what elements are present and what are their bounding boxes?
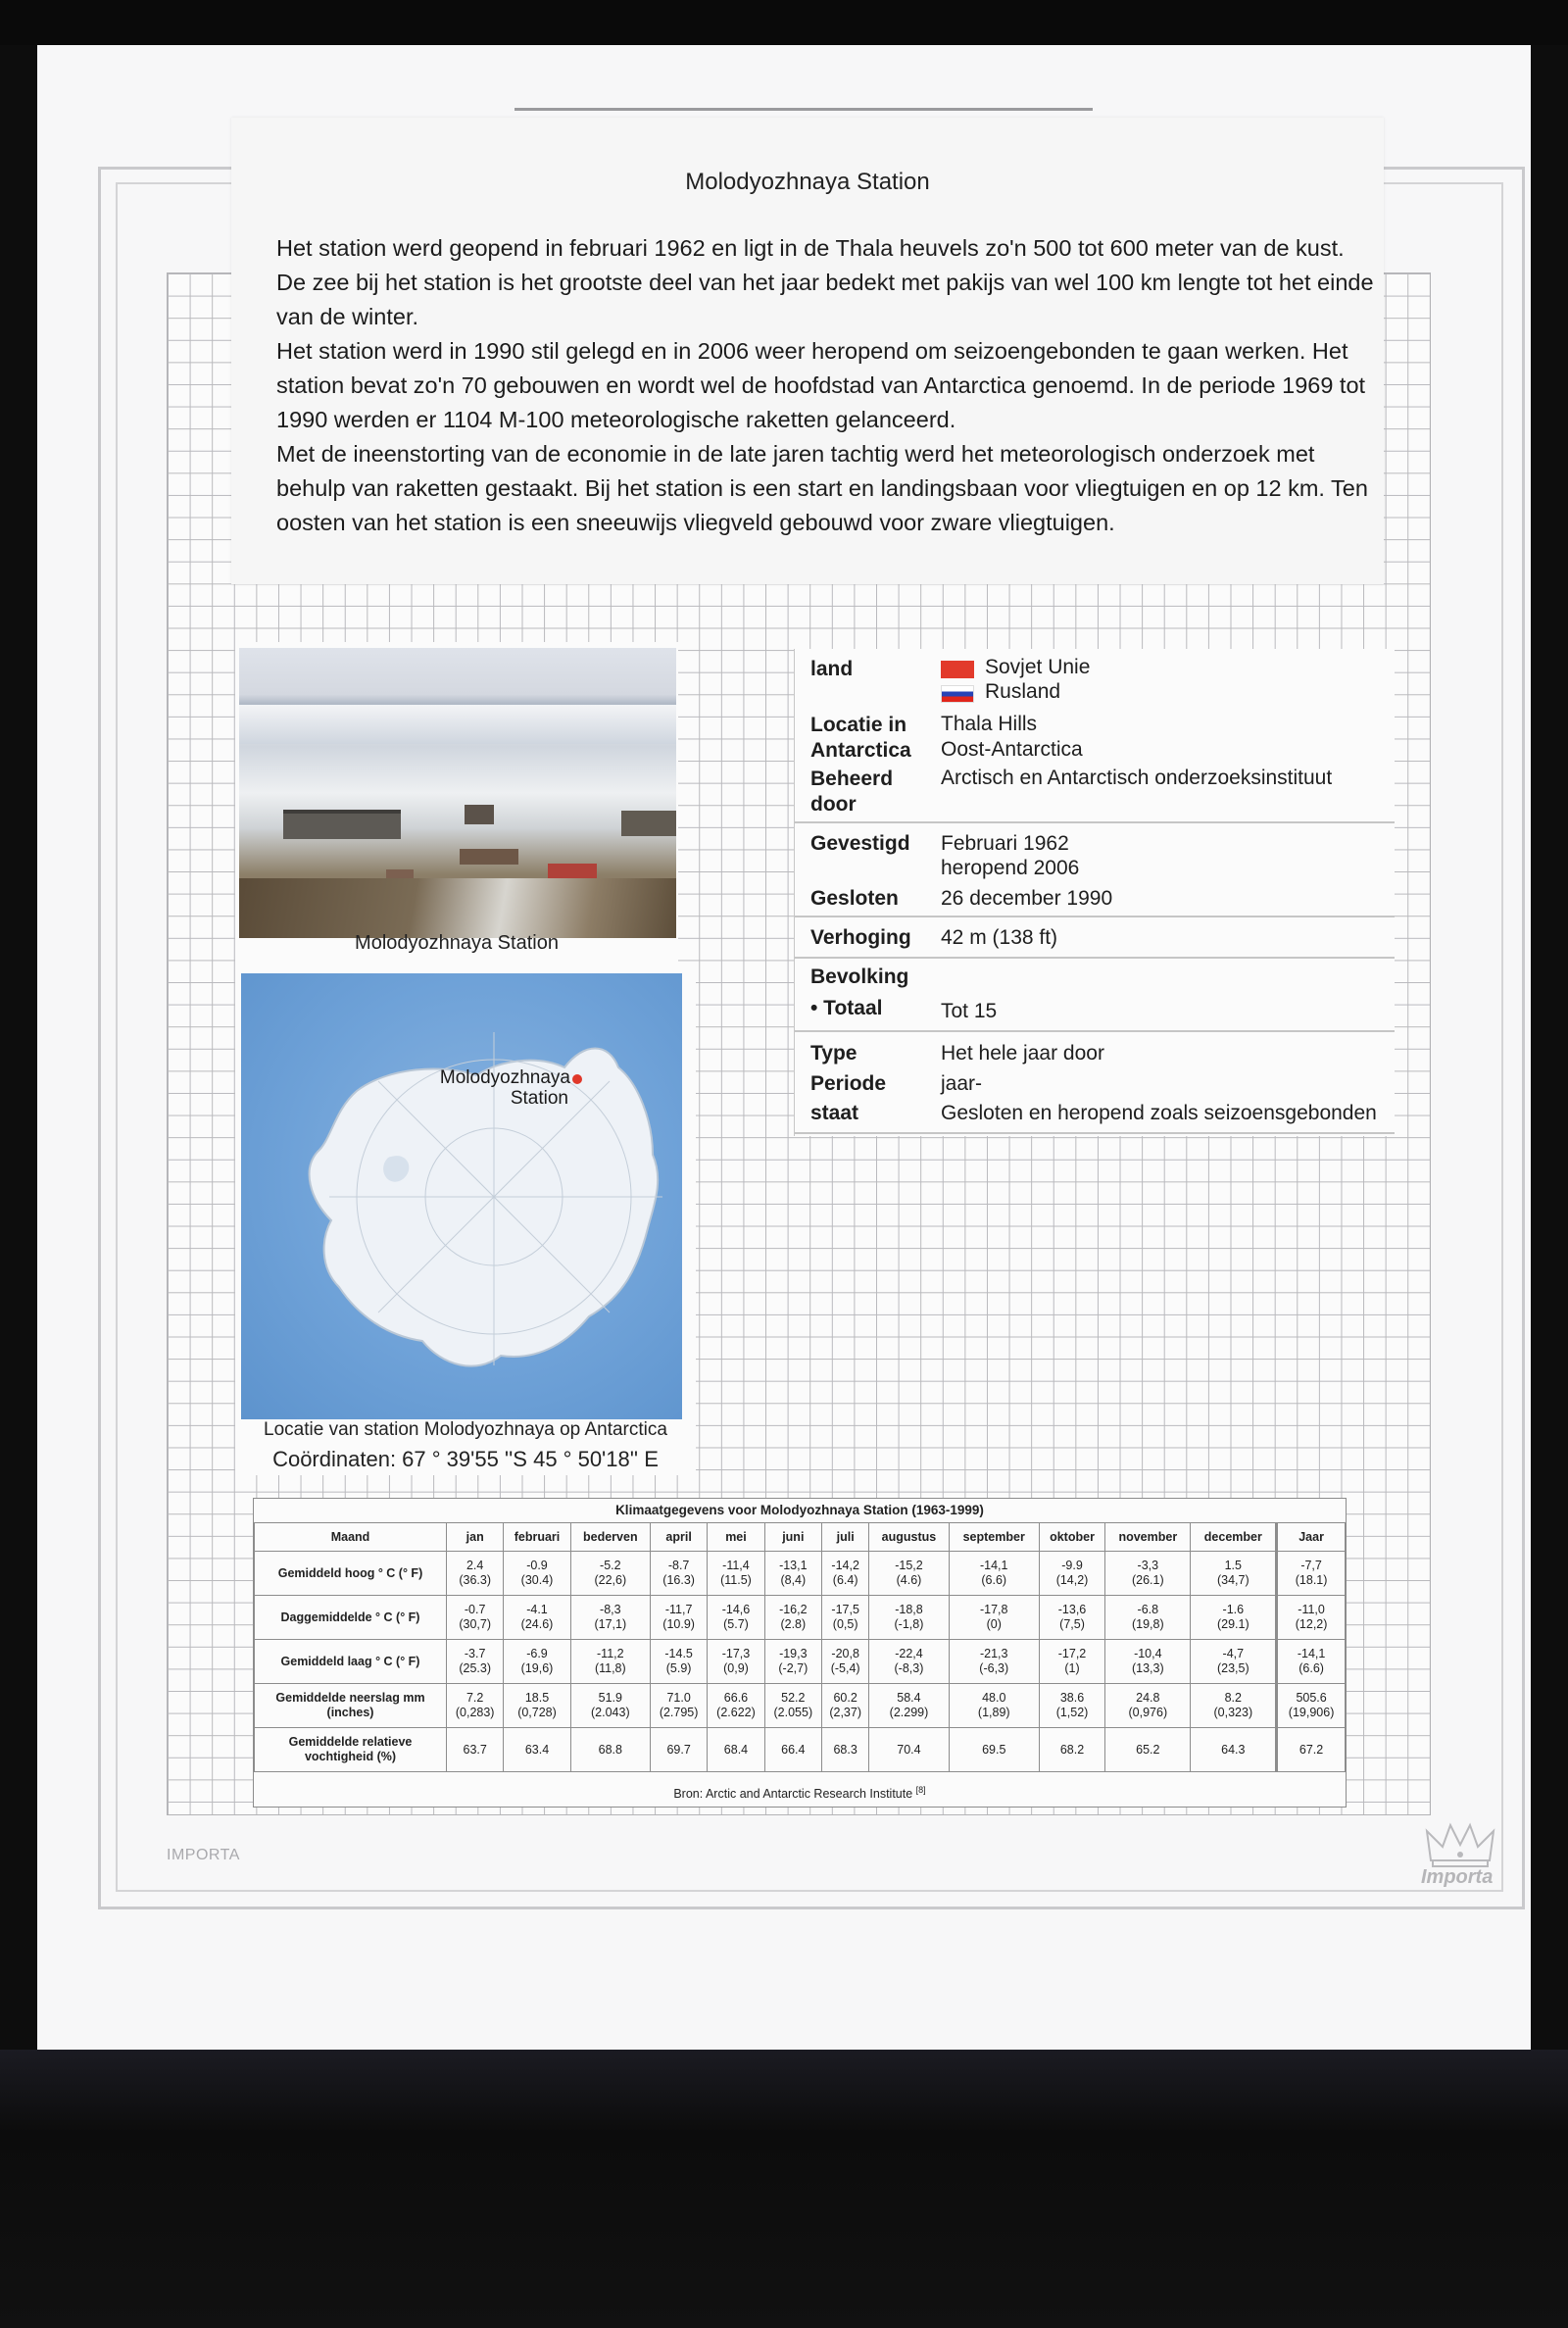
table-row-label: Daggemiddelde ° C (° F) bbox=[255, 1596, 447, 1640]
table-header-row bbox=[255, 1523, 1346, 1552]
photo-caption: Molodyozhnaya Station bbox=[355, 932, 559, 954]
cell-value-fahrenheit: (-5,4) bbox=[830, 1661, 860, 1675]
infobox-land-1: Sovjet Unie bbox=[985, 656, 1091, 678]
cell-value: -14,1 bbox=[1297, 1647, 1326, 1660]
map-label-line2: Station bbox=[510, 1088, 568, 1109]
cell-value: 71.0 bbox=[666, 1691, 691, 1705]
infobox-bevolking-label: Bevolking bbox=[810, 966, 909, 988]
table-cell bbox=[949, 1728, 1039, 1772]
infobox-separator bbox=[795, 916, 1395, 917]
cell-value: 8.2 bbox=[1224, 1691, 1242, 1705]
cell-value-fahrenheit: (-6,3) bbox=[979, 1661, 1009, 1675]
table-cell bbox=[1105, 1596, 1191, 1640]
cell-value: 38.6 bbox=[1059, 1691, 1085, 1705]
cell-value-fahrenheit: (23,5) bbox=[1216, 1661, 1250, 1675]
infobox-staat-label: staat bbox=[810, 1102, 859, 1124]
cell-value-fahrenheit: (34,7) bbox=[1216, 1573, 1250, 1587]
table-cell bbox=[708, 1728, 764, 1772]
table-cell bbox=[570, 1596, 650, 1640]
table-header-month-label: Maand bbox=[255, 1523, 447, 1552]
cell-value: 66.4 bbox=[781, 1742, 806, 1757]
cell-value-fahrenheit: (7,5) bbox=[1059, 1617, 1085, 1631]
table-cell bbox=[650, 1596, 707, 1640]
cell-value: -11,7 bbox=[664, 1603, 693, 1616]
infobox-type: Het hele jaar door bbox=[941, 1042, 1104, 1065]
cell-value: -21,3 bbox=[979, 1647, 1008, 1660]
table-cell bbox=[821, 1728, 868, 1772]
table-cell bbox=[949, 1684, 1039, 1728]
table-cell bbox=[708, 1684, 764, 1728]
cell-value: -6.9 bbox=[526, 1647, 548, 1660]
cell-value-fahrenheit: (2.299) bbox=[889, 1706, 929, 1719]
cell-value: -16,2 bbox=[779, 1603, 808, 1616]
table-row-label: Gemiddelde neerslag mm (inches) bbox=[255, 1684, 447, 1728]
cell-value: -22,4 bbox=[895, 1647, 923, 1660]
infobox-separator bbox=[795, 821, 1395, 823]
map-coordinates: Coördinaten: 67 ° 39'55 ''S 45 ° 50'18'' E bbox=[272, 1447, 659, 1471]
table-cell bbox=[1277, 1728, 1346, 1772]
table-row-label: Gemiddelde relatieve vochtigheid (%) bbox=[255, 1728, 447, 1772]
infobox-periode-label: Periode bbox=[810, 1072, 887, 1095]
table-cell bbox=[1039, 1728, 1104, 1772]
table-cell bbox=[1277, 1640, 1346, 1684]
cell-value-fahrenheit: (5.9) bbox=[665, 1661, 692, 1675]
table-header-cell: Jaar bbox=[1277, 1523, 1346, 1552]
cell-value-fahrenheit: (6.6) bbox=[981, 1573, 1007, 1587]
cell-value: -13,1 bbox=[779, 1559, 808, 1572]
infobox-separator bbox=[795, 1132, 1395, 1134]
cell-value-fahrenheit: (-8,3) bbox=[894, 1661, 924, 1675]
sheet-top-edge bbox=[514, 108, 1093, 111]
building bbox=[460, 849, 518, 865]
cell-value: 52.2 bbox=[781, 1691, 806, 1705]
cell-value-fahrenheit: (-2,7) bbox=[778, 1661, 808, 1675]
building bbox=[283, 810, 401, 839]
cell-value-fahrenheit: (16.3) bbox=[662, 1573, 695, 1587]
cell-value: 58.4 bbox=[897, 1691, 921, 1705]
cell-value-fahrenheit: (19,8) bbox=[1131, 1617, 1164, 1631]
antarctica-map-svg bbox=[241, 973, 682, 1419]
cell-value-fahrenheit: (11,8) bbox=[594, 1661, 626, 1675]
table-cell bbox=[1191, 1684, 1277, 1728]
cell-value: 7.2 bbox=[466, 1691, 484, 1705]
cell-value-fahrenheit: (0,9) bbox=[723, 1661, 749, 1675]
page-title: Molodyozhnaya Station bbox=[685, 169, 930, 195]
cell-value-fahrenheit: (1) bbox=[1064, 1661, 1080, 1675]
table-cell bbox=[570, 1728, 650, 1772]
table-header-cell: november bbox=[1105, 1523, 1191, 1552]
cell-value: -17,5 bbox=[831, 1603, 859, 1616]
cell-value: 1.5 bbox=[1224, 1559, 1242, 1572]
cell-value: 63.7 bbox=[463, 1742, 487, 1757]
table-cell bbox=[764, 1596, 821, 1640]
cell-value: -4.1 bbox=[526, 1603, 548, 1616]
bottom-dark-area bbox=[0, 2050, 1568, 2328]
cell-value-fahrenheit: (14,2) bbox=[1055, 1573, 1089, 1587]
cell-value-fahrenheit: (0,728) bbox=[517, 1706, 557, 1719]
paragraph-3: Met de ineenstorting van de economie in de late jaren tachtig werd het meteorologisch onderzoek met behulp van raketten gestaakt. Bij het station is een start en landingsbaan voor vliegtuigen en op 12 km. Ten oosten van het station is een sneeuwijs vliegveld gebouwd voor zware vliegtuigen. bbox=[276, 441, 1368, 535]
cell-value-fahrenheit: (36.3) bbox=[459, 1573, 491, 1587]
table-row-label: Gemiddeld laag ° C (° F) bbox=[255, 1640, 447, 1684]
cell-value-fahrenheit: (0,976) bbox=[1128, 1706, 1168, 1719]
table-cell bbox=[869, 1596, 949, 1640]
cell-value-fahrenheit: (12,2) bbox=[1295, 1617, 1328, 1631]
infobox-type-label: Type bbox=[810, 1042, 858, 1065]
infobox-locatie-1: Thala Hills bbox=[941, 713, 1038, 735]
cell-value-fahrenheit: (2.622) bbox=[716, 1706, 756, 1719]
table-header-cell: juli bbox=[821, 1523, 868, 1552]
table-cell bbox=[764, 1728, 821, 1772]
infobox-locatie-2: Oost-Antarctica bbox=[941, 738, 1083, 761]
table-row bbox=[255, 1640, 1346, 1684]
table-header-cell: september bbox=[949, 1523, 1039, 1552]
cell-value-fahrenheit: (0,323) bbox=[1213, 1706, 1253, 1719]
cell-value-fahrenheit: (6.6) bbox=[1298, 1661, 1324, 1675]
table-cell bbox=[1277, 1684, 1346, 1728]
table-header-cell: mei bbox=[708, 1523, 764, 1552]
cell-value: -6.8 bbox=[1137, 1603, 1159, 1616]
building bbox=[465, 805, 494, 824]
table-row bbox=[255, 1552, 1346, 1596]
table-cell bbox=[764, 1640, 821, 1684]
infobox-verhoging-label: Verhoging bbox=[810, 926, 911, 949]
table-cell bbox=[504, 1640, 570, 1684]
cell-value: 68.2 bbox=[1059, 1742, 1085, 1757]
cell-value: -5.2 bbox=[600, 1559, 621, 1572]
table-cell bbox=[1039, 1552, 1104, 1596]
cell-value-fahrenheit: (2.055) bbox=[773, 1706, 813, 1719]
antarctica-map-card bbox=[235, 970, 696, 1475]
table-cell bbox=[764, 1684, 821, 1728]
infobox-beheerd: Arctisch en Antarctisch onderzoeksinstituut bbox=[941, 767, 1333, 789]
cell-value: -14.5 bbox=[664, 1647, 693, 1660]
table-cell bbox=[1105, 1552, 1191, 1596]
cell-value: 70.4 bbox=[897, 1742, 921, 1757]
table-cell bbox=[949, 1640, 1039, 1684]
table-row bbox=[255, 1684, 1346, 1728]
table-cell bbox=[949, 1552, 1039, 1596]
cell-value-fahrenheit: (0) bbox=[986, 1617, 1002, 1631]
table-cell bbox=[447, 1640, 504, 1684]
cell-value: -14,6 bbox=[721, 1603, 751, 1616]
table-cell bbox=[1191, 1552, 1277, 1596]
table-cell bbox=[504, 1596, 570, 1640]
station-infobox bbox=[794, 649, 1395, 1136]
cell-value-fahrenheit: (25.3) bbox=[459, 1661, 491, 1675]
station-photo-card bbox=[235, 642, 678, 970]
climate-table-title: Klimaatgegevens voor Molodyozhnaya Station (1963-1999) bbox=[615, 1503, 984, 1517]
table-cell bbox=[650, 1684, 707, 1728]
cell-value: 69.5 bbox=[982, 1742, 1006, 1757]
table-header-cell: jan bbox=[447, 1523, 504, 1552]
cell-value: -14,2 bbox=[831, 1559, 859, 1572]
infobox-gesloten-label: Gesloten bbox=[810, 887, 899, 910]
table-cell bbox=[821, 1684, 868, 1728]
table-cell bbox=[1105, 1640, 1191, 1684]
cell-value: 60.2 bbox=[833, 1691, 858, 1705]
cell-value: -17,2 bbox=[1057, 1647, 1087, 1660]
infobox-separator bbox=[795, 957, 1395, 959]
table-cell bbox=[504, 1552, 570, 1596]
cell-value: 68.3 bbox=[833, 1742, 858, 1757]
cell-value: 67.2 bbox=[1298, 1742, 1324, 1757]
cell-value-fahrenheit: (19,6) bbox=[520, 1661, 554, 1675]
infobox-gevestigd-1: Februari 1962 bbox=[941, 832, 1069, 855]
table-cell bbox=[1191, 1596, 1277, 1640]
table-cell bbox=[1039, 1684, 1104, 1728]
table-cell bbox=[1105, 1728, 1191, 1772]
cell-value: -3.7 bbox=[464, 1647, 486, 1660]
table-cell bbox=[570, 1640, 650, 1684]
table-header-cell: juni bbox=[764, 1523, 821, 1552]
cell-value: 69.7 bbox=[666, 1742, 691, 1757]
cell-value: -11,4 bbox=[722, 1559, 750, 1572]
table-cell bbox=[1277, 1596, 1346, 1640]
cell-value: -18,8 bbox=[895, 1603, 923, 1616]
soviet-flag-icon bbox=[941, 661, 974, 678]
cell-value: -3,3 bbox=[1137, 1559, 1159, 1572]
table-cell bbox=[650, 1640, 707, 1684]
paragraph-2: Het station werd in 1990 stil gelegd en in 2006 weer heropend om seizoengebonden te gaan werken. Het station bevat zo'n 70 gebouwen en wordt wel de hoofdstad van Antarctica genoemd. In de periode 1969 tot 1990 werden er 1104 M-100 meteorologische raketten gelanceerd. bbox=[276, 338, 1366, 432]
table-cell bbox=[1191, 1640, 1277, 1684]
cell-value: -17,8 bbox=[979, 1603, 1008, 1616]
climate-source-text: Bron: Arctic and Antarctic Research Institute bbox=[673, 1787, 913, 1802]
table-cell bbox=[570, 1684, 650, 1728]
cell-value-fahrenheit: (22,6) bbox=[594, 1573, 627, 1587]
cell-value: 68.4 bbox=[723, 1742, 749, 1757]
infobox-beheerd-label-2: door bbox=[810, 793, 857, 816]
cell-value-fahrenheit: (26.1) bbox=[1131, 1573, 1164, 1587]
cell-value-fahrenheit: (10.9) bbox=[662, 1617, 695, 1631]
cell-value: -1.6 bbox=[1222, 1603, 1245, 1616]
russia-flag-icon bbox=[941, 685, 974, 703]
cell-value: -19,3 bbox=[779, 1647, 808, 1660]
table-cell bbox=[869, 1684, 949, 1728]
cell-value-fahrenheit: (1,52) bbox=[1055, 1706, 1089, 1719]
cell-value: 65.2 bbox=[1136, 1742, 1160, 1757]
table-cell bbox=[708, 1596, 764, 1640]
cell-value-fahrenheit: (5.7) bbox=[723, 1617, 749, 1631]
paragraph-1: Het station werd geopend in februari 1962 en ligt in de Thala heuvels zo'n 500 tot 600 meter van de kust. De zee bij het station is het grootste deel van het jaar bedekt met pakijs van wel 100 km lengte tot het einde van de winter. bbox=[276, 235, 1374, 329]
cell-value-fahrenheit: (11.5) bbox=[720, 1573, 752, 1587]
cell-value: -15,2 bbox=[895, 1559, 923, 1572]
table-cell bbox=[708, 1552, 764, 1596]
table-cell bbox=[708, 1640, 764, 1684]
building bbox=[621, 811, 676, 836]
cell-value: -7,7 bbox=[1300, 1559, 1322, 1572]
infobox-verhoging: 42 m (138 ft) bbox=[941, 926, 1058, 949]
table-cell bbox=[650, 1552, 707, 1596]
table-cell bbox=[869, 1640, 949, 1684]
table-cell bbox=[1277, 1552, 1346, 1596]
cell-value: -17,3 bbox=[721, 1647, 751, 1660]
cell-value: -4,7 bbox=[1222, 1647, 1245, 1660]
table-cell bbox=[1105, 1684, 1191, 1728]
table-cell bbox=[869, 1552, 949, 1596]
table-cell bbox=[570, 1552, 650, 1596]
cell-value-fahrenheit: (6.4) bbox=[832, 1573, 858, 1587]
cell-value: -10,4 bbox=[1134, 1647, 1162, 1660]
cell-value-fahrenheit: (0,283) bbox=[455, 1706, 495, 1719]
cell-value-fahrenheit: (24.6) bbox=[520, 1617, 554, 1631]
cell-value-fahrenheit: (17,1) bbox=[594, 1617, 627, 1631]
infobox-totaal-label: • Totaal bbox=[810, 997, 883, 1019]
infobox-land-label: land bbox=[810, 658, 854, 680]
table-cell bbox=[504, 1684, 570, 1728]
infobox-locatie-label-1: Locatie in bbox=[810, 714, 907, 736]
table-cell bbox=[447, 1596, 504, 1640]
cell-value: -11,2 bbox=[597, 1647, 624, 1660]
cell-value-fahrenheit: (2.795) bbox=[659, 1706, 699, 1719]
climate-source bbox=[254, 1785, 1346, 1801]
cell-value: 66.6 bbox=[723, 1691, 749, 1705]
table-cell bbox=[447, 1552, 504, 1596]
cell-value-fahrenheit: (2,37) bbox=[829, 1706, 861, 1719]
cell-value-fahrenheit: (30.4) bbox=[520, 1573, 554, 1587]
rocky-foreground bbox=[239, 878, 676, 938]
table-row bbox=[255, 1596, 1346, 1640]
table-cell bbox=[447, 1728, 504, 1772]
cell-value-fahrenheit: (30,7) bbox=[459, 1617, 491, 1631]
infobox-gesloten: 26 december 1990 bbox=[941, 887, 1113, 910]
table-header-cell: februari bbox=[504, 1523, 570, 1552]
importa-logo-text: Importa bbox=[1421, 1866, 1494, 1888]
table-cell bbox=[949, 1596, 1039, 1640]
table-cell bbox=[447, 1684, 504, 1728]
table-header-cell: december bbox=[1191, 1523, 1277, 1552]
body-text bbox=[276, 231, 1374, 540]
table-cell bbox=[764, 1552, 821, 1596]
cell-value-fahrenheit: (13,3) bbox=[1131, 1661, 1164, 1675]
cell-value-fahrenheit: (1,89) bbox=[977, 1706, 1010, 1719]
climate-table-card bbox=[253, 1498, 1347, 1808]
infobox-gevestigd-label: Gevestigd bbox=[810, 832, 910, 855]
cell-value: 63.4 bbox=[524, 1742, 550, 1757]
cell-value: -8,3 bbox=[600, 1603, 621, 1616]
cell-value: -0.7 bbox=[464, 1603, 486, 1616]
table-cell bbox=[504, 1728, 570, 1772]
map-label-line1: Molodyozhnaya bbox=[439, 1067, 570, 1088]
table-cell bbox=[821, 1596, 868, 1640]
infobox-periode: jaar- bbox=[941, 1072, 983, 1095]
cell-value-fahrenheit: (2.8) bbox=[780, 1617, 807, 1631]
cell-value-fahrenheit: (-1,8) bbox=[894, 1617, 924, 1631]
antarctica-map bbox=[241, 973, 682, 1419]
cell-value: -13,6 bbox=[1057, 1603, 1087, 1616]
cell-value: 51.9 bbox=[598, 1691, 622, 1705]
table-cell bbox=[869, 1728, 949, 1772]
importa-footer-text: IMPORTA bbox=[167, 1847, 240, 1863]
infobox-gevestigd-2: heropend 2006 bbox=[941, 857, 1080, 879]
table-cell bbox=[821, 1552, 868, 1596]
cell-value-fahrenheit: (0,5) bbox=[832, 1617, 858, 1631]
infobox-staat: Gesloten en heropend zoals seizoensgebonden bbox=[941, 1102, 1377, 1124]
cell-value-fahrenheit: (2.043) bbox=[591, 1706, 630, 1719]
infobox-locatie-label-2: Antarctica bbox=[810, 739, 911, 762]
table-cell bbox=[821, 1640, 868, 1684]
text-sheet bbox=[231, 118, 1384, 584]
top-dark-border bbox=[0, 0, 1568, 45]
table-row bbox=[255, 1728, 1346, 1772]
map-caption: Locatie van station Molodyozhnaya op Antarctica bbox=[264, 1419, 667, 1440]
table-header-cell: bederven bbox=[570, 1523, 650, 1552]
cell-value-fahrenheit: (29.1) bbox=[1216, 1617, 1250, 1631]
cell-value-fahrenheit: (4.6) bbox=[896, 1573, 922, 1587]
climate-table bbox=[254, 1522, 1346, 1772]
cell-value-fahrenheit: (18.1) bbox=[1295, 1573, 1328, 1587]
cell-value-fahrenheit: (8,4) bbox=[780, 1573, 807, 1587]
cell-value: 18.5 bbox=[524, 1691, 550, 1705]
cell-value: 24.8 bbox=[1136, 1691, 1160, 1705]
infobox-totaal: Tot 15 bbox=[941, 1000, 998, 1022]
cell-value: -14,1 bbox=[979, 1559, 1008, 1572]
table-cell bbox=[1039, 1596, 1104, 1640]
cell-value: -0.9 bbox=[526, 1559, 548, 1572]
table-cell bbox=[650, 1728, 707, 1772]
cell-value: -11,0 bbox=[1298, 1603, 1325, 1616]
infobox-separator bbox=[795, 1030, 1395, 1032]
infobox-beheerd-label-1: Beheerd bbox=[810, 768, 894, 790]
table-cell bbox=[1191, 1728, 1277, 1772]
cell-value: 64.3 bbox=[1221, 1742, 1246, 1757]
station-location-marker bbox=[572, 1074, 582, 1084]
table-row-label: Gemiddeld hoog ° C (° F) bbox=[255, 1552, 447, 1596]
table-header-cell: oktober bbox=[1039, 1523, 1104, 1552]
climate-source-ref: [8] bbox=[915, 1785, 926, 1795]
table-header-cell: april bbox=[650, 1523, 707, 1552]
cell-value: 68.8 bbox=[598, 1742, 622, 1757]
infobox-land-2: Rusland bbox=[985, 680, 1061, 703]
cell-value: -8.7 bbox=[667, 1559, 690, 1572]
cell-value: 2.4 bbox=[466, 1559, 484, 1572]
cell-value: 505.6 bbox=[1296, 1691, 1327, 1705]
ice-shelf bbox=[239, 705, 676, 744]
cell-value: -20,8 bbox=[831, 1647, 859, 1660]
cell-value: -9.9 bbox=[1061, 1559, 1083, 1572]
table-cell bbox=[1039, 1640, 1104, 1684]
table-header-cell: augustus bbox=[869, 1523, 949, 1552]
cell-value: 48.0 bbox=[982, 1691, 1006, 1705]
station-photo bbox=[239, 648, 676, 938]
cell-value-fahrenheit: (19,906) bbox=[1288, 1706, 1335, 1719]
